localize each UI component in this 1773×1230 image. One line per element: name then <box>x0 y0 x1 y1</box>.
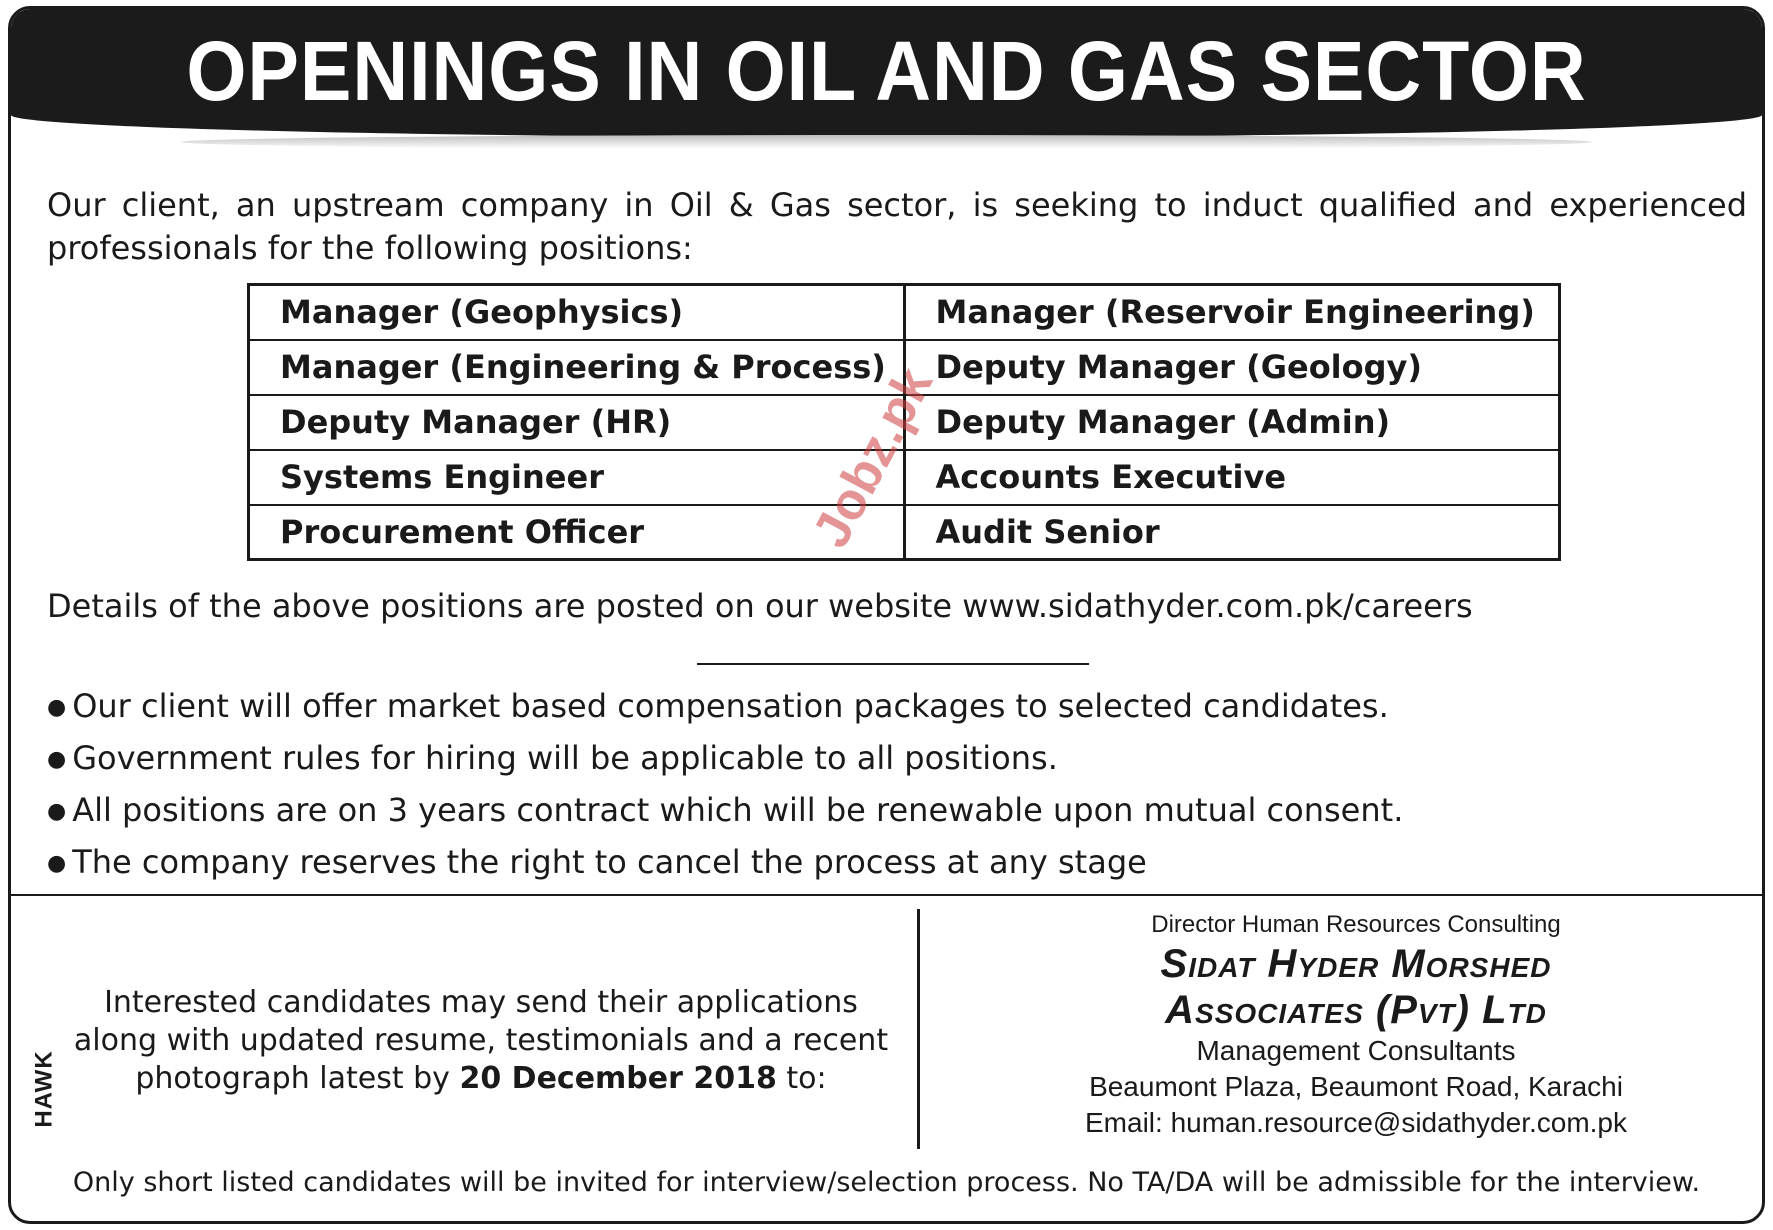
deadline-date: 20 December 2018 <box>459 1061 777 1096</box>
bullet-text: Government rules for hiring will be applicable to all positions. <box>72 739 1058 777</box>
footer-note: Only short listed candidates will be invited for interview/selection process. No TA/DA will be admissible for the interview. <box>72 1167 1701 1198</box>
table-row <box>249 285 1560 340</box>
apply-suffix: to: <box>776 1061 827 1096</box>
section-divider <box>11 894 1762 896</box>
bullet-icon: ● <box>47 851 67 876</box>
list-item <box>47 837 1403 889</box>
position-cell: Systems Engineer <box>249 450 905 505</box>
contact-block <box>1001 909 1711 1141</box>
contact-role: Director Human Resources Consulting <box>1151 911 1561 938</box>
bullet-text: Our client will offer market based compensation packages to selected candidates. <box>72 687 1389 725</box>
bullet-text: All positions are on 3 years contract which will be renewable upon mutual consent. <box>72 791 1404 829</box>
header-banner <box>11 9 1762 137</box>
header-shine <box>181 135 1592 149</box>
table-row <box>249 505 1560 560</box>
apply-line: Interested candidates may send their applications <box>104 985 858 1020</box>
position-cell: Procurement Officer <box>249 505 905 560</box>
application-instructions <box>71 984 891 1098</box>
agency-mark-text: HAWK <box>31 1050 59 1128</box>
bullet-icon: ● <box>47 799 67 824</box>
bullet-icon: ● <box>47 695 67 720</box>
terms-list <box>47 681 1403 889</box>
company-name: Sidat Hyder Morshed <box>1160 942 1552 986</box>
position-cell: Accounts Executive <box>904 450 1560 505</box>
watermark: Jobz.pk <box>801 358 944 557</box>
separator-line <box>697 663 1089 665</box>
position-cell: Manager (Reservoir Engineering) <box>904 285 1560 340</box>
position-cell: Deputy Manager (Geology) <box>904 340 1560 395</box>
position-cell: Deputy Manager (HR) <box>249 395 905 450</box>
company-email: Email: human.resource@sidathyder.com.pk <box>1085 1107 1627 1138</box>
advertisement-frame <box>8 6 1765 1224</box>
position-cell: Manager (Geophysics) <box>249 285 905 340</box>
position-cell: Audit Senior <box>904 505 1560 560</box>
agency-mark <box>25 1034 65 1144</box>
intro-paragraph: Our client, an upstream company in Oil & Gas sector, is seeking to induct qualified and experienced professionals for the following positions: <box>47 186 1747 267</box>
apply-line: along with updated resume, testimonials and a recent <box>73 1023 889 1058</box>
bullet-icon: ● <box>47 747 67 772</box>
details-text: Details of the above positions are posted on our website www.sidathyder.com.pk/careers <box>47 587 1473 625</box>
position-cell: Deputy Manager (Admin) <box>904 395 1560 450</box>
list-item <box>47 733 1403 785</box>
list-item <box>47 785 1403 837</box>
bullet-text: The company reserves the right to cancel the process at any stage <box>72 843 1147 881</box>
company-name: Associates (Pvt) Ltd <box>1165 988 1547 1032</box>
list-item <box>47 681 1403 733</box>
position-cell: Manager (Engineering & Process) <box>249 340 905 395</box>
apply-line <box>71 1060 891 1098</box>
apply-prefix: photograph latest by <box>135 1061 460 1096</box>
page-title: OPENINGS IN OIL AND GAS SECTOR <box>186 24 1587 118</box>
column-divider <box>917 909 920 1149</box>
company-type: Management Consultants <box>1196 1035 1516 1066</box>
company-address: Beaumont Plaza, Beaumont Road, Karachi <box>1089 1071 1623 1102</box>
